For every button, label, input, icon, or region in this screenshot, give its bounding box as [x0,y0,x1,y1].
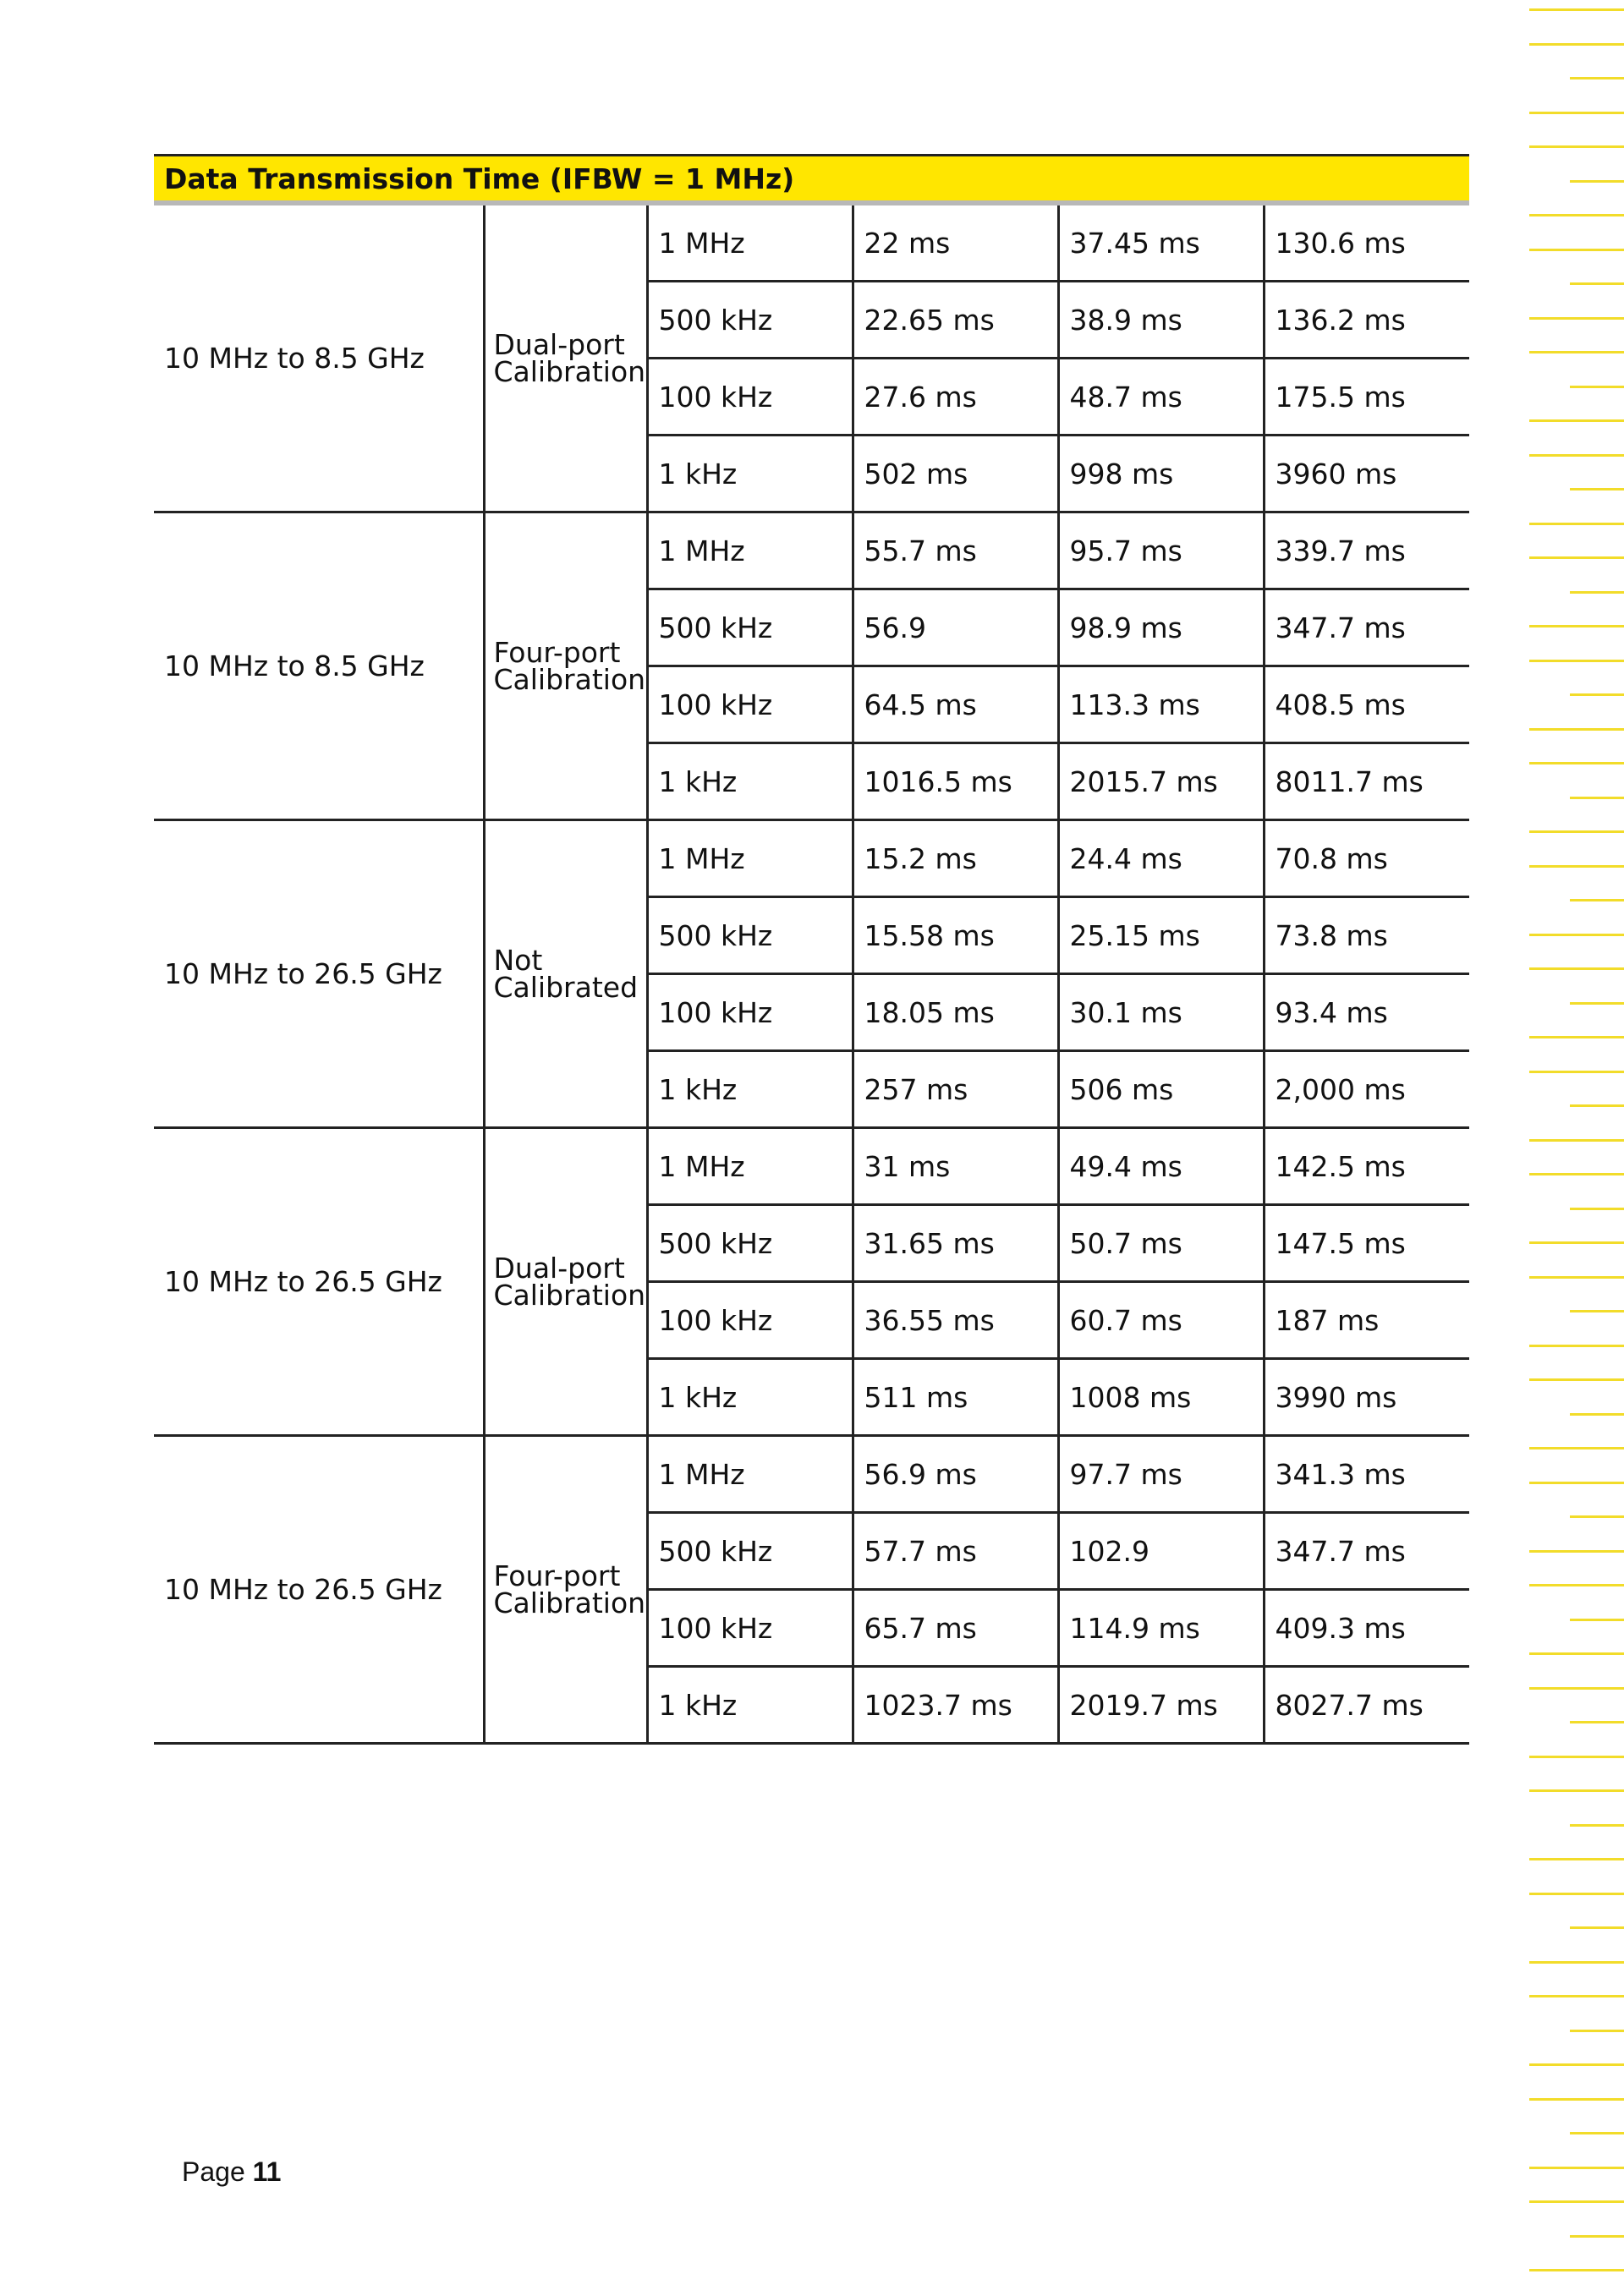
margin-tick [1529,112,1624,114]
margin-tick [1529,1995,1624,1997]
time-value-cell: 347.7 ms [1264,589,1469,666]
time-value-cell: 257 ms [853,1051,1058,1128]
ifbw-cell: 100 kHz [647,974,853,1051]
table-row [154,820,1469,897]
margin-tick [1570,2235,1624,2238]
frequency-range-cell: 10 MHz to 26.5 GHz [154,820,484,1128]
time-value-cell: 187 ms [1264,1282,1469,1359]
margin-tick [1529,1687,1624,1690]
time-value-cell: 97.7 ms [1058,1436,1264,1513]
margin-tick [1570,1208,1624,1210]
margin-tick [1570,1515,1624,1518]
margin-tick [1529,8,1624,11]
margin-tick [1529,1241,1624,1244]
ifbw-cell: 100 kHz [647,359,853,436]
margin-tick [1529,43,1624,46]
margin-tick [1529,2167,1624,2169]
margin-tick [1570,488,1624,490]
time-value-cell: 36.55 ms [853,1282,1058,1359]
time-value-cell: 2019.7 ms [1058,1667,1264,1744]
margin-tick [1570,899,1624,901]
margin-tick [1529,1550,1624,1553]
time-value-cell: 3990 ms [1264,1359,1469,1436]
ifbw-cell: 500 kHz [647,897,853,974]
margin-tick [1529,1482,1624,1484]
table-row [154,203,1469,282]
margin-tick [1529,1756,1624,1758]
margin-tick [1529,625,1624,627]
time-value-cell: 50.7 ms [1058,1205,1264,1282]
margin-tick [1529,1893,1624,1895]
ifbw-cell: 1 kHz [647,1051,853,1128]
table-row [154,1436,1469,1513]
margin-tick [1529,2063,1624,2066]
margin-tick [1529,1858,1624,1860]
time-value-cell: 1023.7 ms [853,1667,1058,1744]
frequency-range-cell: 10 MHz to 8.5 GHz [154,203,484,512]
margin-tick [1529,865,1624,868]
margin-tick [1529,1652,1624,1655]
time-value-cell: 2,000 ms [1264,1051,1469,1128]
page-number-value: 11 [252,2156,282,2187]
time-value-cell: 31 ms [853,1128,1058,1205]
margin-tick [1529,762,1624,764]
margin-tick [1529,1961,1624,1964]
time-value-cell: 1016.5 ms [853,743,1058,820]
time-value-cell: 56.9 [853,589,1058,666]
time-value-cell: 506 ms [1058,1051,1264,1128]
calibration-cell: Dual-port Calibration [484,1128,647,1436]
margin-tick [1570,2132,1624,2134]
time-value-cell: 30.1 ms [1058,974,1264,1051]
ifbw-cell: 100 kHz [647,1590,853,1667]
margin-tick [1529,2098,1624,2101]
time-value-cell: 130.6 ms [1264,203,1469,282]
margin-tick [1529,967,1624,970]
margin-tick [1529,1036,1624,1038]
time-value-cell: 27.6 ms [853,359,1058,436]
time-value-cell: 22 ms [853,203,1058,282]
margin-tick [1570,386,1624,388]
table-row [154,1128,1469,1205]
margin-tick [1529,934,1624,936]
margin-tick [1529,1139,1624,1142]
time-value-cell: 409.3 ms [1264,1590,1469,1667]
margin-tick [1529,249,1624,251]
time-value-cell: 31.65 ms [853,1205,1058,1282]
margin-tick [1570,1619,1624,1621]
margin-tick [1570,180,1624,183]
frequency-range-cell: 10 MHz to 26.5 GHz [154,1436,484,1744]
calibration-cell: Dual-port Calibration [484,203,647,512]
time-value-cell: 56.9 ms [853,1436,1058,1513]
time-value-cell: 98.9 ms [1058,589,1264,666]
time-value-cell: 102.9 [1058,1513,1264,1590]
margin-tick [1570,591,1624,594]
margin-tick [1570,1310,1624,1312]
margin-tick [1529,1345,1624,1347]
ifbw-cell: 500 kHz [647,589,853,666]
margin-tick [1570,1104,1624,1107]
margin-tick [1570,693,1624,696]
margin-tick [1529,1447,1624,1449]
time-value-cell: 48.7 ms [1058,359,1264,436]
time-value-cell: 15.2 ms [853,820,1058,897]
time-value-cell: 95.7 ms [1058,512,1264,589]
time-value-cell: 8011.7 ms [1264,743,1469,820]
margin-tick [1529,2200,1624,2203]
time-value-cell: 511 ms [853,1359,1058,1436]
margin-tick [1529,728,1624,731]
ifbw-cell: 500 kHz [647,1513,853,1590]
ifbw-cell: 1 kHz [647,743,853,820]
time-value-cell: 1008 ms [1058,1359,1264,1436]
time-value-cell: 60.7 ms [1058,1282,1264,1359]
margin-tick [1529,556,1624,559]
time-value-cell: 37.45 ms [1058,203,1264,282]
margin-tick [1529,1584,1624,1586]
ifbw-cell: 1 kHz [647,1667,853,1744]
table-title: Data Transmission Time (IFBW = 1 MHz) [154,156,1469,204]
time-value-cell: 70.8 ms [1264,820,1469,897]
data-transmission-table [154,154,1469,1745]
frequency-range-cell: 10 MHz to 8.5 GHz [154,512,484,820]
time-value-cell: 502 ms [853,436,1058,512]
margin-tick [1529,145,1624,148]
margin-tick [1529,317,1624,320]
margin-tick [1529,1276,1624,1279]
calibration-cell: Not Calibrated [484,820,647,1128]
margin-tick [1529,660,1624,662]
time-value-cell: 175.5 ms [1264,359,1469,436]
margin-tick [1529,419,1624,422]
margin-tick [1529,523,1624,525]
ifbw-cell: 1 kHz [647,1359,853,1436]
ifbw-cell: 1 MHz [647,820,853,897]
time-value-cell: 22.65 ms [853,282,1058,359]
margin-tick [1529,1173,1624,1175]
margin-tick [1570,77,1624,79]
page-label: Page [182,2156,245,2187]
time-value-cell: 73.8 ms [1264,897,1469,974]
frequency-range-cell: 10 MHz to 26.5 GHz [154,1128,484,1436]
margin-tick [1529,1789,1624,1792]
time-value-cell: 339.7 ms [1264,512,1469,589]
margin-tick [1529,830,1624,833]
margin-tick [1529,454,1624,457]
time-value-cell: 49.4 ms [1058,1128,1264,1205]
ifbw-cell: 1 MHz [647,203,853,282]
time-value-cell: 93.4 ms [1264,974,1469,1051]
margin-tick [1570,1413,1624,1416]
time-value-cell: 8027.7 ms [1264,1667,1469,1744]
time-value-cell: 64.5 ms [853,666,1058,743]
margin-tick [1570,1002,1624,1005]
ifbw-cell: 100 kHz [647,666,853,743]
margin-tick [1529,351,1624,353]
time-value-cell: 25.15 ms [1058,897,1264,974]
time-value-cell: 57.7 ms [853,1513,1058,1590]
margin-tick [1529,1071,1624,1073]
time-value-cell: 347.7 ms [1264,1513,1469,1590]
time-value-cell: 38.9 ms [1058,282,1264,359]
time-value-cell: 113.3 ms [1058,666,1264,743]
time-value-cell: 408.5 ms [1264,666,1469,743]
margin-tick [1529,1378,1624,1381]
time-value-cell: 142.5 ms [1264,1128,1469,1205]
page-number [182,2156,281,2188]
margin-tick [1570,1926,1624,1929]
margin-tick [1570,1824,1624,1827]
margin-tick-marks [1529,0,1624,2296]
time-value-cell: 2015.7 ms [1058,743,1264,820]
margin-tick [1529,2269,1624,2271]
margin-tick [1570,2030,1624,2032]
time-value-cell: 55.7 ms [853,512,1058,589]
time-value-cell: 341.3 ms [1264,1436,1469,1513]
time-value-cell: 65.7 ms [853,1590,1058,1667]
calibration-cell: Four-port Calibration [484,1436,647,1744]
time-value-cell: 24.4 ms [1058,820,1264,897]
ifbw-cell: 500 kHz [647,282,853,359]
ifbw-cell: 100 kHz [647,1282,853,1359]
margin-tick [1529,214,1624,216]
time-value-cell: 3960 ms [1264,436,1469,512]
ifbw-cell: 1 kHz [647,436,853,512]
calibration-cell: Four-port Calibration [484,512,647,820]
ifbw-cell: 1 MHz [647,512,853,589]
time-value-cell: 998 ms [1058,436,1264,512]
time-value-cell: 147.5 ms [1264,1205,1469,1282]
time-value-cell: 136.2 ms [1264,282,1469,359]
time-value-cell: 15.58 ms [853,897,1058,974]
ifbw-cell: 500 kHz [647,1205,853,1282]
time-value-cell: 114.9 ms [1058,1590,1264,1667]
table-row [154,512,1469,589]
margin-tick [1570,282,1624,285]
ifbw-cell: 1 MHz [647,1128,853,1205]
table-title-row [154,156,1469,204]
time-value-cell: 18.05 ms [853,974,1058,1051]
ifbw-cell: 1 MHz [647,1436,853,1513]
margin-tick [1570,797,1624,799]
margin-tick [1570,1721,1624,1723]
